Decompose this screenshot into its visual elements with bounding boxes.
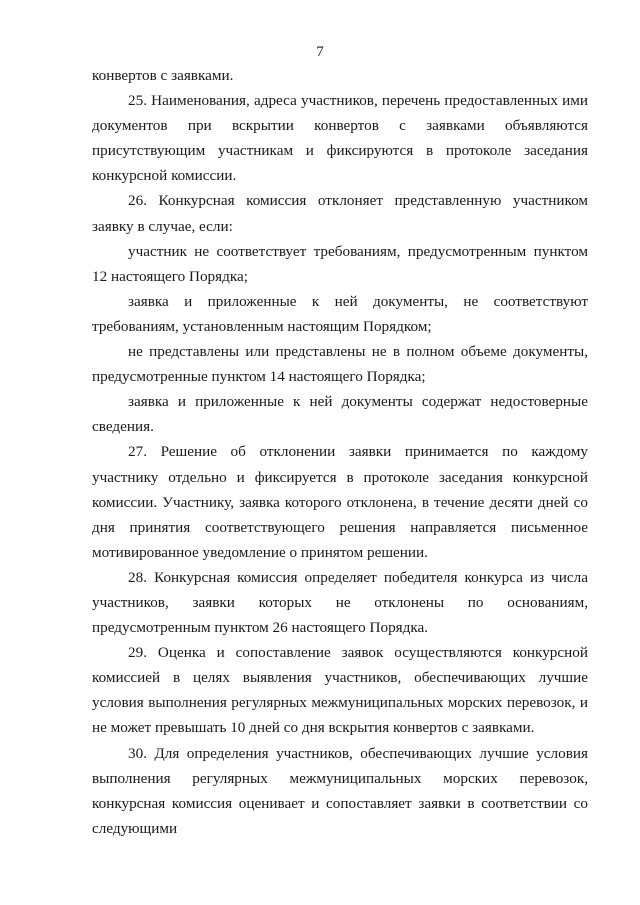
document-body [92,63,588,841]
paragraph-26: 26. Конкурсная комиссия отклоняет представленную участником заявку в случае, если: [92,192,588,235]
paragraph-30: 30. Для определения участников, обеспечивающих лучшие условия выполнения регулярных межмуниципальных морских перевозок, конкурсная комиссия оценивает и сопоставляет заявки в соответствии со следующими [92,744,588,837]
paragraph-26-item-2: заявка и приложенные к ней документы, не соответствуют требованиям, установленным настоящим Порядком; [92,292,588,335]
paragraph-26-item-3: не представлены или представлены не в полном объеме документы, предусмотренные пунктом 14 настоящего Порядка; [92,343,588,386]
paragraph-28: 28. Конкурсная комиссия определяет победителя конкурса из числа участников, заявки которых не отклонены по основаниям, предусмотренным пунктом 26 настоящего Порядка. [92,568,588,637]
paragraph-continuation: конвертов с заявками. [92,67,234,84]
paragraph-29: 29. Оценка и сопоставление заявок осуществляются конкурсной комиссией в целях выявления участников, обеспечивающих лучшие условия выполнения регулярных межмуниципальных морских перевозок, и не может превышать 10 дней со дня вскрытия конвертов с заявками. [92,644,588,737]
paragraph-27: 27. Решение об отклонении заявки принимается по каждому участнику отдельно и фиксируется в протоколе заседания конкурсной комиссии. Участнику, заявка которого отклонена, в течение десяти дней со дня принятия соответствующего решения направляется письменное мотивированное уведомление о принятом решении. [92,443,588,561]
paragraph-25: 25. Наименования, адреса участников, перечень предоставленных ими документов при вскрытии конвертов с заявками объявляются присутствующим участникам и фиксируются в протоколе заседания конкурсной комиссии. [92,92,588,185]
paragraph-26-item-4: заявка и приложенные к ней документы содержат недостоверные сведения. [92,393,588,436]
page-number: 7 [316,44,324,60]
paragraph-26-item-1: участник не соответствует требованиям, предусмотренным пунктом 12 настоящего Порядка; [92,242,588,285]
